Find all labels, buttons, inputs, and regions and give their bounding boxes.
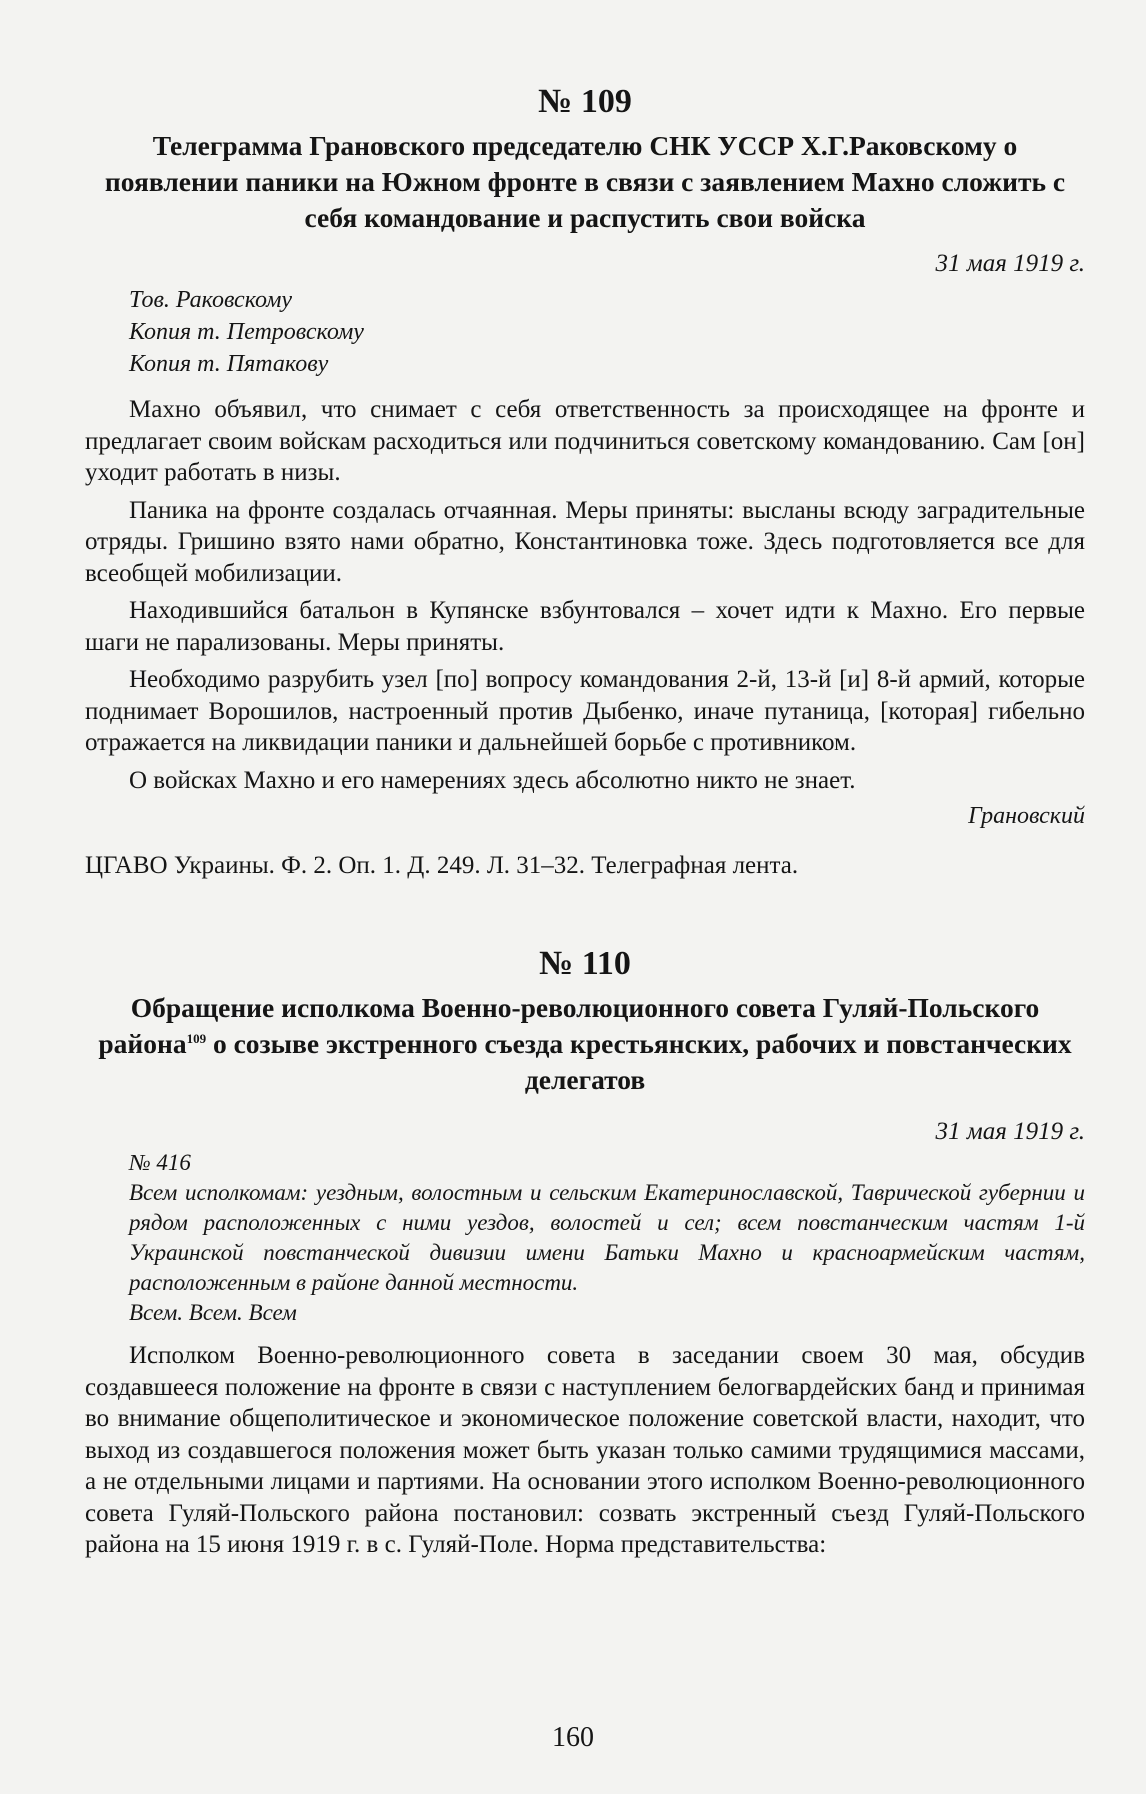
title-part: Обращение исполкома Военно-революционного совета Гуляй-Польского района — [98, 992, 1040, 1059]
paragraph: О войсках Махно и его намерениях здесь абсолютно никто не знает. — [129, 766, 856, 794]
paragraph: Необходимо разрубить узел [по] вопросу командования 2-й, 13-й [и] 8-й армий, которые поднимает Ворошилов, настроенный против Дыбенко, иначе путаница, [которая] гибельно отражается на ликвидации паники и дальнейшей борьбе с противником. — [85, 666, 1085, 756]
document-date: 31 мая 1919 г. — [935, 250, 1085, 277]
paragraph: Махно объявил, что снимает с себя ответственность за происходящее на фронте и предлагает своим войскам расходиться или подчиниться советскому командованию. Сам [он] уходит работать в низы. — [85, 396, 1085, 486]
paragraph: Находившийся батальон в Купянске взбунтовался – хочет идти к Махно. Его первые шаги не парализованы. Меры приняты. — [85, 597, 1085, 656]
paragraph: Исполком Военно-революционного совета в заседании своем 30 мая, обсудив создавшееся положение на фронте в связи с наступлением белогвардейских банд и принимая во внимание общеполитическое и экономическое положение советской власти, находит, что выход из создавшегося положения может быть указан только самими трудящимися массами, а не отдельными лицами и партиями. На основании этого исполком Военно-революционного совета Гуляй-Польского района постановил: созвать экстренный съезд Гуляй-Польского района на 15 июня 1919 г. в с. Гуляй-Поле. Норма представительства: — [85, 1342, 1085, 1558]
document-ref-number: № 416 — [129, 1150, 191, 1175]
document-title — [91, 990, 1079, 1098]
addressee: Копия т. Пятакову — [129, 351, 329, 377]
addressee: Тов. Раковскому — [129, 287, 293, 313]
addressee-list — [129, 284, 1085, 380]
document-title: Телеграмма Грановского председателю СНК УССР Х.Г.Раковскому о появлении паники на Южном фронте в связи с заявлением Махно сложить с себя командование и распустить свои войска — [104, 130, 1066, 233]
address-block — [129, 1148, 1085, 1328]
page-number: 160 — [552, 1722, 594, 1753]
archive-source: ЦГАВО Украины. Ф. 2. Оп. 1. Д. 249. Л. 31–32. Телеграфная лента. — [85, 852, 799, 879]
signature: Грановский — [968, 803, 1085, 829]
document-number: № 110 — [539, 945, 631, 982]
document-page — [85, 82, 1085, 1561]
addressee: Копия т. Петровскому — [129, 319, 364, 345]
document-date: 31 мая 1919 г. — [935, 1118, 1085, 1145]
title-part: о созыве экстренного съезда крестьянских, рабочих и повстанческих делегатов — [206, 1028, 1072, 1095]
paragraph: Паника на фронте создалась отчаянная. Меры приняты: высланы всюду заградительные отряды. Гришино взято нами обратно, Константиновка тоже. Здесь подготовляется все для всеобщей мобилизации. — [85, 496, 1085, 587]
addressees-call: Всем. Всем. Всем — [129, 1300, 297, 1325]
footnote-ref: 109 — [186, 1030, 207, 1046]
addressees-text: Всем исполкомам: уездным, волостным и сельским Екатеринославской, Таврической губернии и рядом расположенных с ними уездов, волостей и сел; всем повстанческим частям 1-й Украинской повстанческой дивизии имени Батьки Махно и красноармейским частям, расположенным в районе данной местности. — [129, 1180, 1085, 1295]
document-number: № 109 — [538, 83, 632, 120]
